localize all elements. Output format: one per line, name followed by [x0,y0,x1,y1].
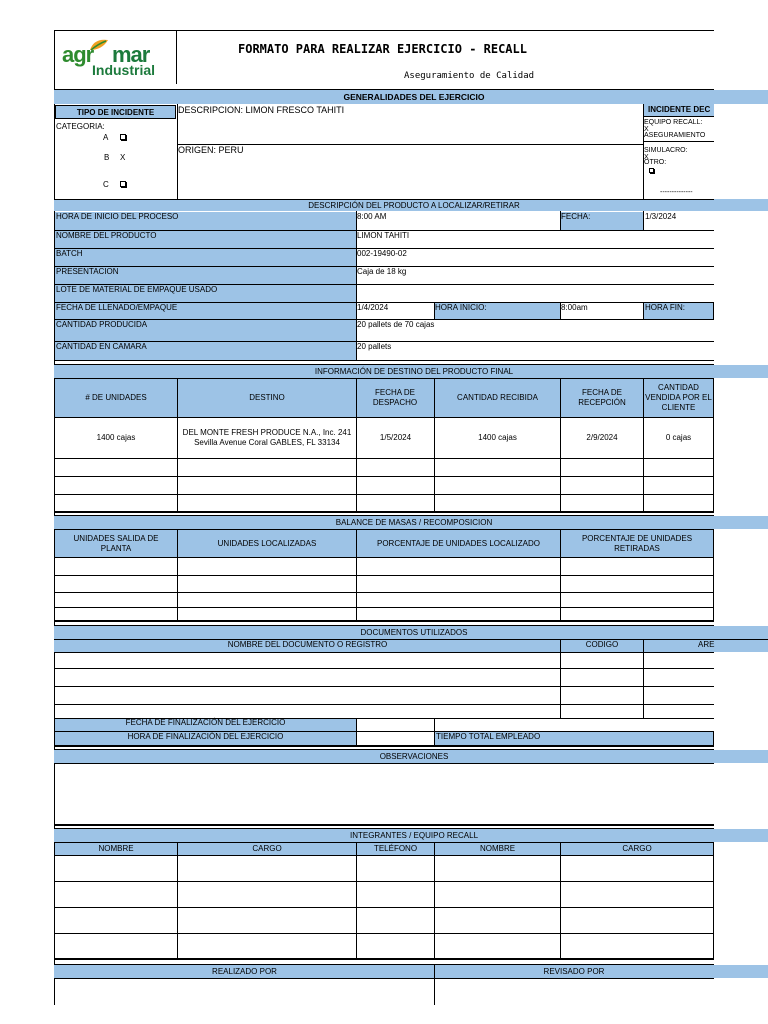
fecha-finalizacion-label: FECHA DE FINALIZACIÓN DEL EJERCICIO [125,718,286,727]
realizado-por-signature[interactable] [55,979,434,1005]
categoria-label: CATEGORIA: [56,122,105,131]
fecha-llenado-value[interactable]: 1/4/2024 [357,303,389,312]
revisado-por-label: REVISADO POR [543,967,605,976]
destino-header-cantidad-vendida: CANTIDAD VENDIDA POR EL CLIENTE [645,383,712,412]
equipo-recall-mark[interactable]: X [644,126,649,133]
category-a-checkbox[interactable] [120,134,126,140]
hora-inicio-value[interactable]: 8:00 AM [357,212,387,221]
destino-cell-unidades[interactable]: 1400 cajas [96,433,136,442]
otro-dashes: -------------- [660,189,693,196]
aseguramiento-label: ASEGURAMIENTO [644,132,706,139]
otro-label: OTRO: [644,159,667,166]
simulacro-label: SIMULACRO: [644,147,688,154]
balance-header-localizadas: UNIDADES LOCALIZADAS [217,538,317,548]
category-c-checkbox[interactable] [120,181,126,187]
section-title-observaciones: OBSERVACIONES [379,752,449,761]
section-title-destino: INFORMACIÓN DE DESTINO DEL PRODUCTO FINAL [314,367,514,376]
revisado-por-signature[interactable] [435,979,713,1005]
page-subtitle: Aseguramiento de Calidad [404,71,535,81]
documentos-header-area: ARE [698,640,715,649]
balance-header-porcentaje-retiradas: PORCENTAJE DE UNIDADES RETIRADAS [581,533,693,553]
section-title-generalidades: GENERALIDADES DEL EJERCICIO [343,92,485,102]
nombre-producto-value[interactable]: LIMON TAHITI [357,231,410,240]
destino-cell-destino[interactable]: DEL MONTE FRESH PRODUCE N.A., Inc. 241 Sevilla Avenue Coral GABLES, FL 33134 [182,428,352,447]
otro-checkbox[interactable] [649,168,654,173]
cantidad-producida-value[interactable]: 20 pallets de 70 cajas [357,320,435,329]
destino-header-fecha-despacho: FECHA DE DESPACHO [372,388,418,407]
hora-inicio-label: HORA DE INICIO DEL PROCESO [56,212,179,221]
destino-cell-fecha-despacho[interactable]: 1/5/2024 [379,433,412,442]
destino-cell-fecha-recepcion[interactable]: 2/9/2024 [586,433,618,442]
logo-text-mar: mar [112,42,150,67]
realizado-por-label: REALIZADO POR [212,967,277,976]
destino-cell-cantidad-vendida[interactable]: 0 cajas [665,433,692,442]
documentos-header-nombre: NOMBRE DEL DOCUMENTO O REGISTRO [227,640,388,649]
descripcion-field[interactable]: DESCRIPCION: LIMON FRESCO TAHITI [178,105,345,115]
section-title-balance: BALANCE DE MASAS / RECOMPOSICION [335,518,493,527]
equipo-recall-label: EQUIPO RECALL: [644,119,703,126]
category-a-label: A [103,133,109,142]
hora-inicio-empaque-label: HORA INICIO: [435,303,487,312]
category-b-label: B [104,153,110,162]
section-title-producto: DESCRIPCIÓN DEL PRODUCTO A LOCALIZAR/RETIRAR [308,201,520,210]
cantidad-camara-label: CANTIDAD EN CAMARA [56,342,147,351]
section-title-documentos: DOCUMENTOS UTILIZADOS [360,628,468,637]
destino-cell-cantidad-recibida[interactable]: 1400 cajas [478,433,517,442]
documentos-header-codigo: CODIGO [585,640,619,649]
destino-header-unidades: # DE UNIDADES [85,393,147,402]
destino-header-fecha-recepcion: FECHA DE RECEPCIÓN [578,388,626,407]
cantidad-producida-label: CANTIDAD PRODUCIDA [56,320,148,329]
logo-text-agro: agr [62,42,94,67]
balance-header-salida: UNIDADES SALIDA DE PLANTA [73,533,159,553]
incidente-dec-label: INCIDENTE DEC [648,105,711,114]
fecha-value[interactable]: 1/3/2024 [645,212,677,221]
logo-text-industrial: Industrial [92,62,156,78]
simulacro-mark[interactable]: X [644,154,649,161]
destino-header-cantidad-recibida: CANTIDAD RECIBIDA [457,393,538,402]
integrantes-header-cargo-1: CARGO [252,844,282,853]
hora-inicio-empaque-value[interactable]: 8:00am [561,303,588,312]
nombre-producto-label: NOMBRE DEL PRODUCTO [56,231,157,240]
company-logo [62,38,170,82]
cantidad-camara-value[interactable]: 20 pallets [357,342,392,351]
page-title: FORMATO PARA REALIZAR EJERCICIO - RECALL [238,42,527,56]
lote-label: LOTE DE MATERIAL DE EMPAQUE USADO [56,285,218,294]
tiempo-total-label: TIEMPO TOTAL EMPLEADO [436,732,541,741]
batch-value[interactable]: 002-19490-02 [357,249,407,258]
integrantes-header-telefono: TELÉFONO [373,844,418,853]
batch-label: BATCH [56,249,83,258]
origen-field[interactable]: ORIGEN: PERU [178,145,244,155]
fecha-llenado-label: FECHA DE LLENADO/EMPAQUE [56,303,178,312]
destino-header-destino: DESTINO [249,393,285,402]
hora-fin-empaque-label: HORA FIN: [645,303,686,312]
presentacion-label: PRESENTACION [56,267,119,276]
observaciones-field[interactable] [55,764,713,824]
category-b-mark[interactable]: X [120,153,126,162]
integrantes-header-nombre-1: NOMBRE [98,844,134,853]
fecha-label: FECHA: [561,212,591,221]
category-c-label: C [103,180,109,189]
tipo-incidente-label: TIPO DE INCIDENTE [76,108,155,117]
hora-finalizacion-label: HORA DE FINALIZACIÓN DEL EJERCICIO [127,732,284,741]
integrantes-header-cargo-2: CARGO [622,844,652,853]
integrantes-header-nombre-2: NOMBRE [479,844,516,853]
section-title-integrantes: INTEGRANTES / EQUIPO RECALL [349,831,479,840]
presentacion-value[interactable]: Caja de 18 kg [357,267,407,276]
balance-header-porcentaje-localizado: PORCENTAJE DE UNIDADES LOCALIZADO [377,538,540,548]
